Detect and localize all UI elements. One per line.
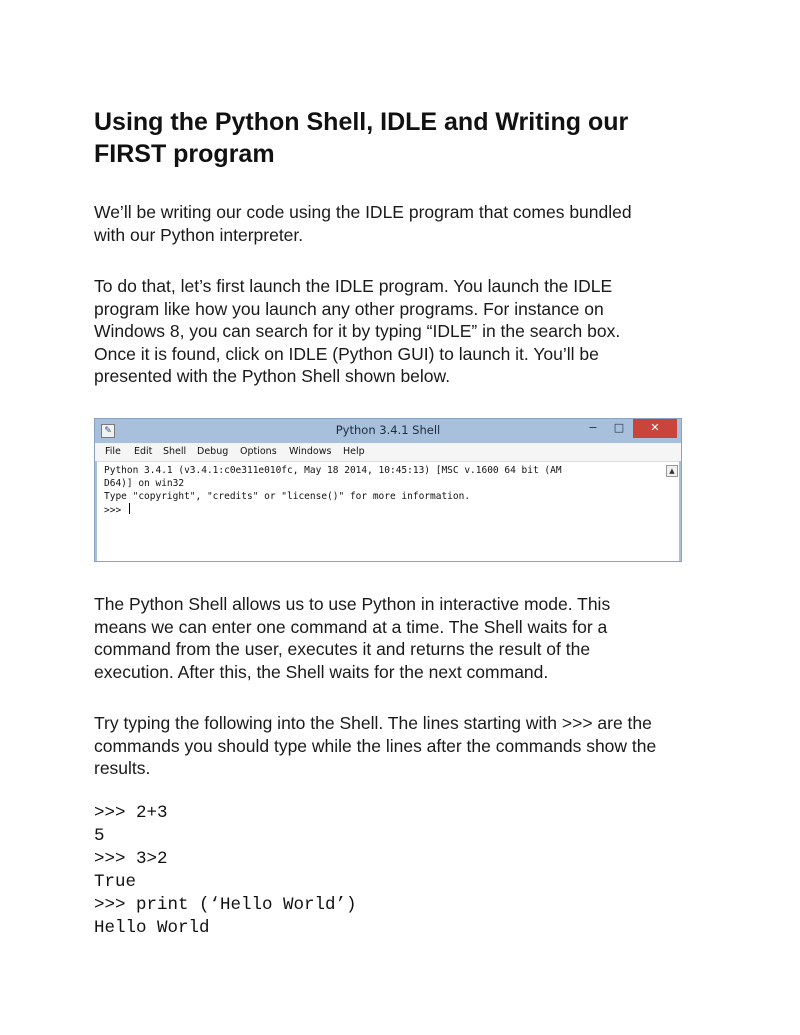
menu-options[interactable]: Options: [240, 446, 277, 457]
window-border-right: [679, 461, 681, 562]
text-line: commands you should type while the lines after the commands show the: [94, 735, 657, 756]
code-example: [94, 802, 694, 940]
code-line: >>> 3>2: [94, 849, 168, 869]
shell-prompt-line[interactable]: [104, 503, 130, 518]
menu-edit[interactable]: Edit: [134, 446, 153, 457]
title-line: FIRST program: [94, 140, 275, 168]
instructions-paragraph: [94, 712, 714, 780]
shell-description-paragraph: [94, 593, 714, 683]
text-line: To do that, let’s first launch the IDLE program. You launch the IDLE: [94, 276, 613, 296]
menu-windows[interactable]: Windows: [289, 446, 332, 457]
shell-output-line: Type "copyright", "credits" or "license()" for more information.: [104, 491, 471, 502]
text-line: The Python Shell allows us to use Python in interactive mode. This: [94, 594, 611, 614]
shell-titlebar: [95, 419, 681, 443]
intro-paragraph: [94, 201, 714, 246]
code-line: 5: [94, 826, 105, 846]
text-line: command from the user, executes it and returns the result of the: [94, 639, 591, 659]
window-border-left: [95, 461, 97, 562]
text-line: Windows 8, you can search for it by typing “IDLE” in the search box.: [94, 321, 621, 341]
text-cursor: [129, 503, 130, 514]
shell-output-area[interactable]: [95, 462, 681, 562]
shell-window-title: Python 3.4.1 Shell: [335, 423, 441, 437]
close-icon[interactable]: ✕: [633, 419, 677, 438]
launch-paragraph: [94, 275, 714, 388]
code-line: >>> print (‘Hello World’): [94, 895, 357, 915]
code-line: Hello World: [94, 918, 210, 938]
text-line: execution. After this, the Shell waits for the next command.: [94, 661, 549, 682]
shell-output-line: Python 3.4.1 (v3.4.1:c0e311e010fc, May 18 2014, 10:45:13) [MSC v.1600 64 bit (AM: [104, 465, 562, 476]
document-title: [94, 106, 714, 170]
text-line: presented with the Python Shell shown below.: [94, 366, 451, 386]
text-line: Once it is found, click on IDLE (Python GUI) to launch it. You’ll be: [94, 343, 599, 364]
text-line: means we can enter one command at a time. The Shell waits for a: [94, 616, 608, 637]
text-line: with our Python interpreter.: [94, 224, 304, 245]
text-line: Try typing the following into the Shell. The lines starting with >>> are the: [94, 713, 652, 733]
shell-prompt: >>>: [104, 505, 127, 516]
menu-help[interactable]: Help: [343, 446, 365, 457]
minimize-icon[interactable]: −: [588, 421, 598, 434]
menu-file[interactable]: File: [105, 446, 121, 457]
title-line: Using the Python Shell, IDLE and Writing our: [94, 108, 629, 136]
text-line: We’ll be writing our code using the IDLE program that comes bundled: [94, 202, 632, 222]
shell-menubar: [95, 443, 681, 462]
idle-app-icon: ✎: [101, 424, 115, 438]
menu-debug[interactable]: Debug: [197, 446, 229, 457]
python-shell-screenshot: [94, 418, 682, 562]
code-line: >>> 2+3: [94, 803, 168, 823]
scroll-up-icon[interactable]: ▲: [666, 465, 678, 477]
shell-output-line: D64)] on win32: [104, 478, 185, 489]
text-line: program like how you launch any other programs. For instance on: [94, 298, 604, 319]
menu-shell[interactable]: Shell: [163, 446, 187, 457]
text-line: results.: [94, 758, 151, 778]
code-line: True: [94, 872, 137, 892]
maximize-icon[interactable]: □: [613, 421, 625, 434]
